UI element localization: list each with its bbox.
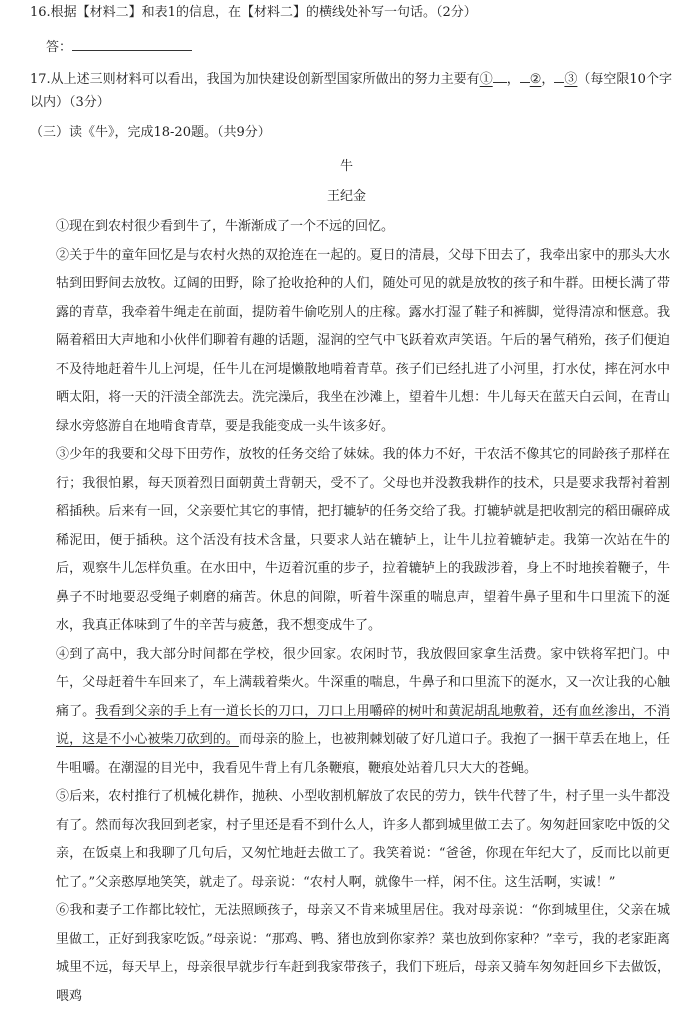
article-body [30,213,670,1011]
q17-blank-1-line [493,68,507,83]
section-3-heading: （三）读《牛》，完成18-20题。（共9分） [30,125,271,140]
q17-prefix: 17.从上述三则材料可以看出，我国为加快建设创新型国家所做出的努力主要有 [30,72,480,87]
paragraph-4 [30,641,670,784]
paragraph-3: ③少年的我要和父母下田劳作，放牧的任务交给了妹妹。我的体力不好，干农活不像其它的同龄孩子那样在行；我很怕累，每天顶着烈日面朝黄土背朝天，受不了。父母也并没教我耕作的技术，只是要求我帮衬着割稻插秧。后来有一回，父亲要忙其它的事情，把打辘轳的任务交给了我。打辘轳就是把收割完的稻田碾碎成稀泥田，便于插秧。这个活没有技术含量，只要求人站在辘轳上，让牛儿拉着辘轳走。我第一次站在牛的后，观察牛儿怎样负重。在水田中，牛迈着沉重的步子，拉着辘轳上的我跋涉着，身上不时地挨着鞭子，牛鼻子不时地要忍受绳子刺磨的痛苦。休息的间隙，听着牛深重的喘息声，望着牛鼻子里和牛口里流下的涎水，我真正体味到了牛的辛苦与疲惫，我不想变成牛了。 [56,447,670,633]
question-16: 16.根据【材料二】和表1的信息，在【材料二】的横线处补写一句话。（2分） [30,5,477,20]
question-17 [30,68,670,89]
q17-blank-3: ③ [564,72,578,87]
paragraph-5: ⑤后来，农村推行了机械化耕作，抛秧、小型收割机解放了农民的劳力，铁牛代替了牛，村子里一头牛都没有了。然而每次我回到老家，村子里还是看不到什么人，许多人都到城里做工去了。匆匆赶回家吃中饭的父亲，在饭桌上和我聊了几句后，又匆忙地赶去做工了。我笑着说：“爸爸，你现在年纪大了，反而比以前更忙了。”父亲憨厚地笑笑，就走了。母亲说：“农村人啊，就像牛一样，闲不住。这生活啊，实诚！” [56,789,670,890]
question-16-answer [46,36,686,57]
paragraph-6: ⑥我和妻子工作都比较忙，无法照顾孩子，母亲又不肯来城里居住。我对母亲说：“你到城里住，父亲在城里做工，正好到我家吃饭。”母亲说：“那鸡、鸭、猪也放到你家养？菜也放到你家种？”幸亏，我的老家距离城里不远，每天早上，母亲很早就步行车赶到我家带孩子，我们下班后，母亲又骑车匆匆赶回乡下去做饭，喂鸡 [56,903,670,1004]
q17-blank-2-lead [520,68,530,83]
q17-suffix: （每空限10个字 [577,72,672,87]
q17-blank-2: ② [529,72,542,87]
question-17-line2: 以内）（3分） [30,95,110,110]
paragraph-1: ①现在到农村很少看到牛了，牛渐渐成了一个不远的回忆。 [56,219,395,234]
q17-sep-2: ， [541,72,555,87]
q17-sep-1: ， [506,72,520,87]
paragraph-4-start: ④到了高中，我大部分时间都在学校，很少回家。农闲时节，我放假回家拿生活费。家中铁将军把门。中午，父母赶着牛车回来了，车上满载着柴火。牛深重的喘息，牛鼻子和口里流下的涎水，又一次让我的心触痛了。 [56,646,670,719]
answer-label: 答： [46,40,73,55]
article-author: 王纪金 [326,189,366,204]
q17-blank-3-lead [554,68,564,83]
paragraph-4-end: 而母亲的脸上，也被荆棘划破了好几道口子。我抱了一捆干草丢在地上，任牛咀嚼。在潮湿的目光中，我看见牛背上有几条鞭痕，鞭痕处站着几只大大的苍蝇。 [56,732,670,776]
paragraph-4-underlined: 我看到父亲的手上有一道长长的刀口，刀口上用嚼碎的树叶和黄泥胡乱地敷着，还有血丝渗出，不消说，这是不小心被柴刀砍到的。 [56,703,670,747]
answer-blank [72,36,192,51]
paragraph-2: ②关于牛的童年回忆是与农村火热的双抢连在一起的。夏日的清晨，父母下田去了，我牵出家中的那头大水牯到田野间去放牧。辽阔的田野，除了抢收抢种的人们，随处可见的就是放牧的孩子和牛群。田梗长满了带露的青草，我牵着牛绳走在前面，提防着牛偷吃别人的庄稼。露水打湿了鞋子和裤脚，觉得清凉和惬意。我隔着稻田大声地和小伙伴们聊着有趣的话题，湿润的空气中飞跃着欢声笑语。午后的暑气稍殆，孩子们便迫不及待地赶着牛儿上河堤，任牛儿在河堤懒散地啃着青草。孩子们已经扎进了小河里，打水仗，摔在河水中晒太阳，将一天的汗渍全部洗去。洗完澡后，我坐在沙滩上，望着牛儿想：牛儿每天在蓝天白云间，在青山绿水旁悠游自在地啃食青草，要是我能变成一头牛该多好。 [56,247,670,434]
article-title: 牛 [339,159,353,174]
q17-blank-1: ① [479,72,493,87]
